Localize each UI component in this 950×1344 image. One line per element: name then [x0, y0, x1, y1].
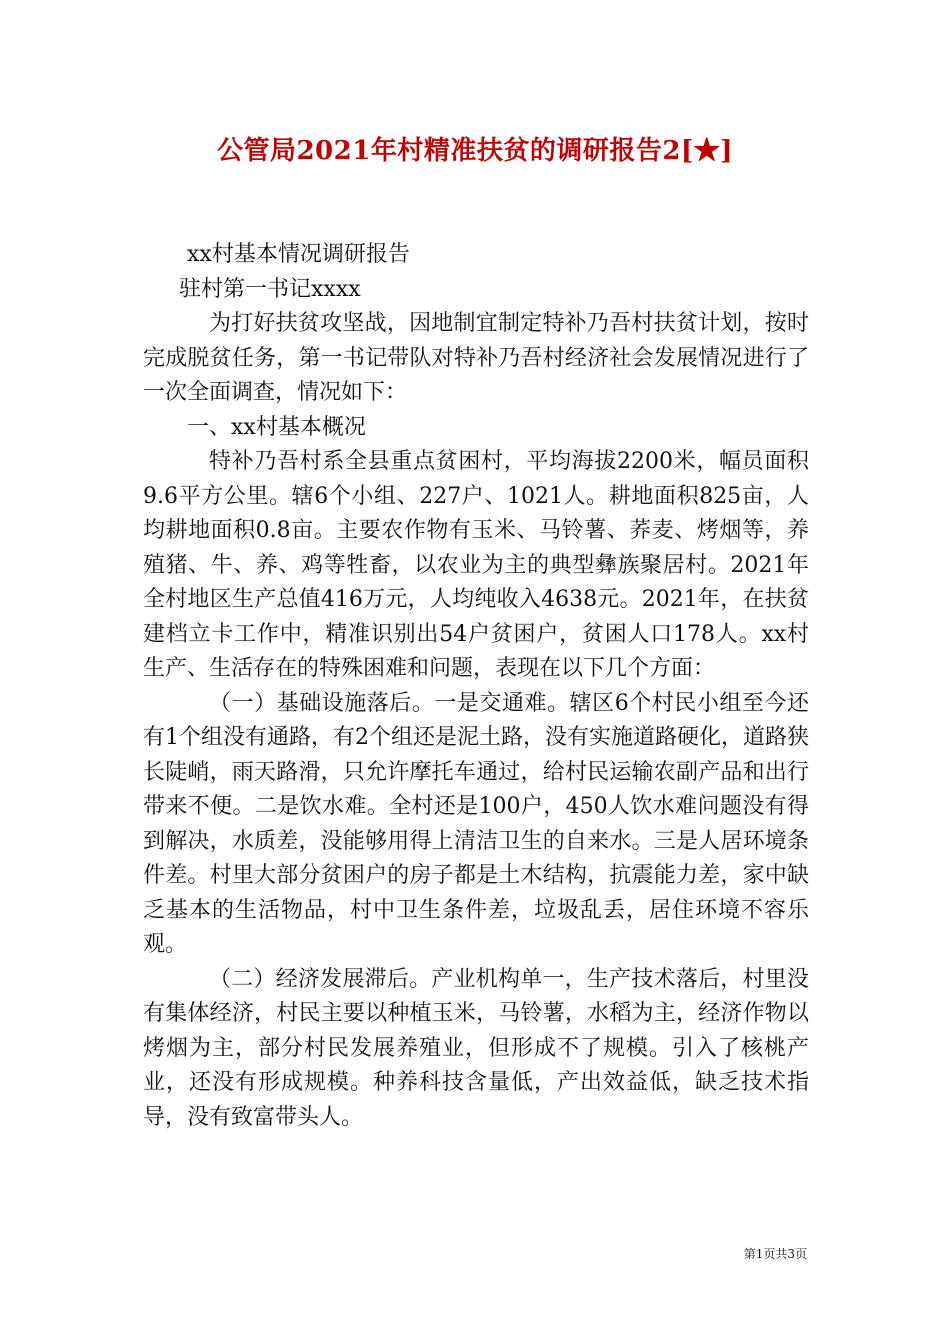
- page-number-footer: 第1页共3页: [743, 1247, 807, 1261]
- document-title: 公管局2021年村精准扶贫的调研报告2[★]: [216, 136, 734, 166]
- author-line: 驻村第一书记xxxx: [179, 276, 361, 302]
- infrastructure-paragraph: （一）基础设施落后。一是交通难。辖区6个村民小组至今还有1个组没有通路，有2个组还是泥土路，没有实施道路硬化，道路狭长陡峭，雨天路滑，只允许摩托车通过，给村民运输农副产品和出行带来不便。二是饮水难。全村还是100户，450人饮水难问题没有得到解决，水质差，没能够用得上清洁卫生的自来水。三是人居环境条件差。村里大部分贫困户的房子都是土木结构，抗震能力差，家中缺乏基本的生活物品，村中卫生条件差，垃圾乱丢，居住环境不容乐观。: [143, 690, 809, 957]
- document-body: [143, 238, 809, 1135]
- overview-paragraph: 特补乃吾村系全县重点贫困村，平均海拔2200米，幅员面积9.6平方公里。辖6个小组、227户、1021人。耕地面积825亩，人均耕地面积0.8亩。主要农作物有玉米、马铃薯、荞麦、烤烟等，养殖猪、牛、养、鸡等牲畜，以农业为主的典型彝族聚居村。2021年全村地区生产总值416万元，人均纯收入4638元。2021年，在扶贫建档立卡工作中，精准识别出54户贫困户，贫困人口178人。xx村生产、生活存在的特殊困难和问题，表现在以下几个方面：: [143, 449, 809, 681]
- intro-paragraph: 为打好扶贫攻坚战，因地制宜制定特补乃吾村扶贫计划，按时完成脱贫任务，第一书记带队对特补乃吾村经济社会发展情况进行了一次全面调查，情况如下：: [143, 311, 809, 405]
- economy-paragraph: （二）经济发展滞后。产业机构单一，生产技术落后，村里没有集体经济，村民主要以种植玉米，马铃薯，水稻为主，经济作物以烤烟为主，部分村民发展养殖业，但形成不了规模。引入了核桃产业，还没有形成规模。种养科技含量低，产出效益低，缺乏技术指导，没有致富带头人。: [143, 966, 809, 1130]
- section-heading: 一、xx村基本概况: [187, 414, 366, 440]
- report-subtitle: xx村基本情况调研报告: [187, 242, 410, 267]
